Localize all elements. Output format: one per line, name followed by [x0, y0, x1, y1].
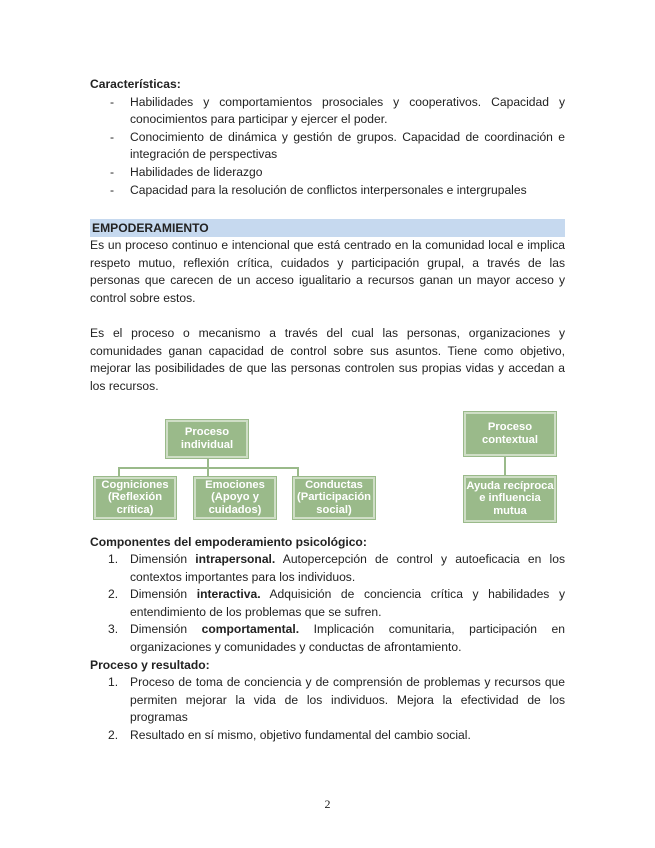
componentes-heading: Componentes del empoderamiento psicológico: [90, 534, 367, 549]
dash-bullet: - [110, 129, 115, 144]
node-proceso-contextual: Proceso contextual [464, 412, 556, 456]
dash-bullet: - [110, 182, 115, 197]
caracteristicas-list [90, 94, 565, 200]
proceso-resultado-heading: Proceso y resultado: [90, 657, 210, 672]
node-conductas: Conductas (Participación social) [293, 477, 375, 519]
document-page [90, 76, 565, 745]
dash-bullet: - [110, 164, 115, 179]
list-item: 1. Proceso de toma de conciencia y de comprensión de problemas y recursos que permiten mejorar la vida de los individuos. Mejora la efectividad de los programas [108, 675, 565, 725]
list-item: 1. Dimensión intrapersonal. Autopercepción de control y autoeficacia en los contextos importantes para los individuos. [108, 552, 565, 584]
dash-bullet: - [110, 94, 115, 109]
section-title-empoderamiento: EMPODERAMIENTO [90, 219, 565, 237]
node-proceso-individual: Proceso individual [166, 420, 248, 458]
empoderamiento-paragraph-1: Es un proceso continuo e intencional que está centrado en la comunidad local e implica respeto mutuo, reflexión crítica, cuidados y participación grupal, a través de las personas que carecen de un acceso igualitario a recursos ganan un mayor acceso y control sobre estos. [90, 238, 565, 305]
node-ayuda-reciproca: Ayuda recíproca e influencia mutua [464, 476, 556, 522]
caracteristicas-heading: Características: [90, 77, 181, 91]
page-number: 2 [324, 797, 331, 811]
node-cogniciones: Cogniciones (Reflexión crítica) [94, 477, 176, 519]
list-item: 2. Dimensión interactiva. Adquisición de conciencia crítica y habilidades y entendimiento de los problemas que se sufren. [108, 587, 565, 619]
list-item: - Habilidades de liderazgo [90, 164, 565, 182]
process-diagram [90, 404, 565, 522]
list-item: - Habilidades y comportamientos prosociales y cooperativos. Capacidad y conocimientos para participar y ejercer el poder. [110, 94, 565, 127]
node-emociones: Emociones (Apoyo y cuidados) [194, 477, 276, 519]
componentes-list [90, 551, 565, 657]
empoderamiento-paragraph-2: Es el proceso o mecanismo a través del cual las personas, organizaciones y comunidades ganan capacidad de control sobre sus asuntos. Tiene como objetivo, mejorar las posibilidades de que las personas controlen sus propias vidas y accedan a los recursos. [90, 326, 565, 393]
list-item: 3. Dimensión comportamental. Implicación comunitaria, participación en organizaciones y comunidades y conductas de afrontamiento. [108, 622, 565, 655]
list-item: - Capacidad para la resolución de conflictos interpersonales e intergrupales [90, 182, 565, 200]
list-item: 2. Resultado en sí mismo, objetivo fundamental del cambio social. [108, 728, 471, 743]
proceso-resultado-list [90, 674, 565, 744]
list-item: - Conocimiento de dinámica y gestión de grupos. Capacidad de coordinación e integración de perspectivas [110, 129, 565, 162]
